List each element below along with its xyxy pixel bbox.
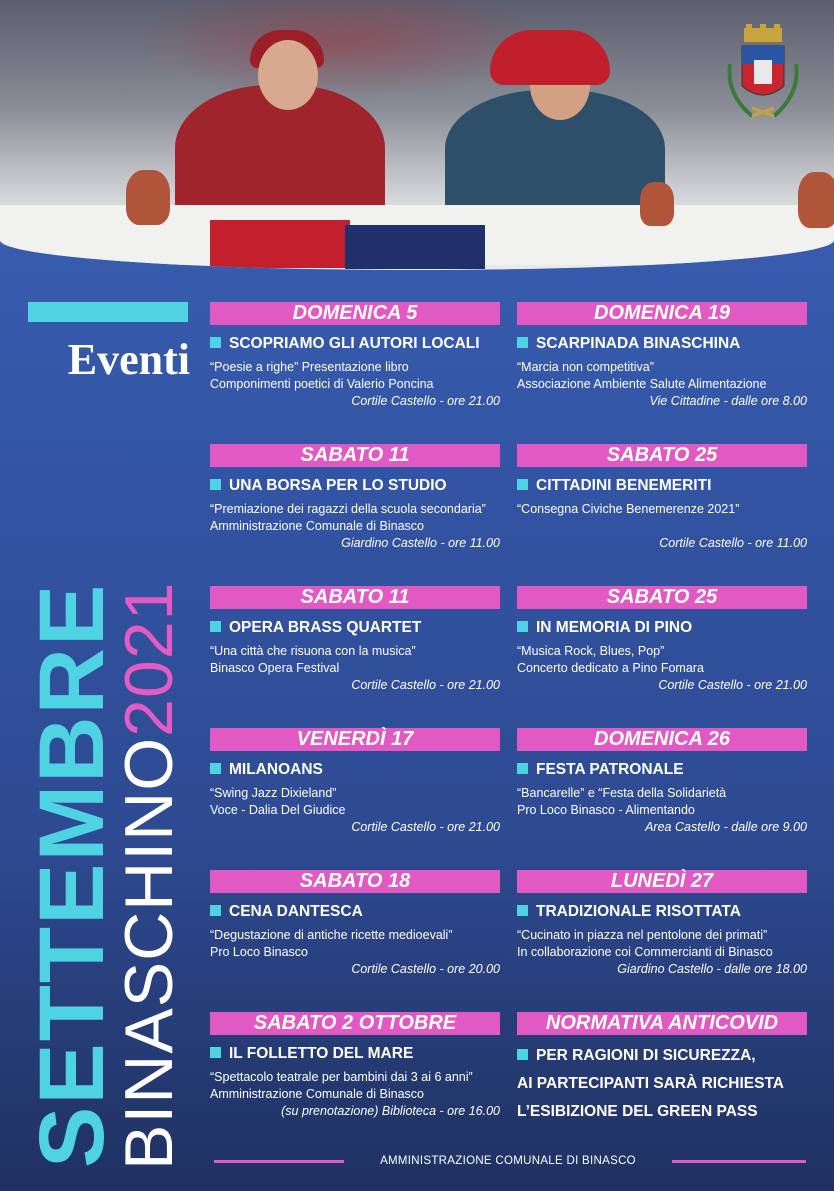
covid-line: L’ESIBIZIONE DEL GREEN PASS <box>517 1103 758 1120</box>
event-title <box>210 1045 500 1063</box>
event-place: Cortile Castello - ore 21.00 <box>351 820 500 834</box>
binaschino-title <box>111 581 187 1170</box>
event-place: Cortile Castello - ore 20.00 <box>351 962 500 976</box>
event-title-text: IL FOLLETTO DEL MARE <box>229 1045 414 1062</box>
event-card <box>210 444 500 552</box>
jug-icon <box>126 170 170 225</box>
bullet-square-icon <box>210 763 221 774</box>
event-line: Componimenti poetici di Valerio Poncina <box>210 377 434 391</box>
footer-divider <box>672 1160 806 1163</box>
event-line: “Spettacolo teatrale per bambini dai 3 ai 6 anni” <box>210 1070 473 1084</box>
event-title-text: TRADIZIONALE RISOTTATA <box>536 903 741 920</box>
event-line: Amministrazione Comunale di Binasco <box>210 519 424 533</box>
event-line: Pro Loco Binasco <box>210 945 308 959</box>
event-line <box>517 518 807 535</box>
bullet-square-icon <box>210 621 221 632</box>
event-title <box>517 619 807 637</box>
event-date: SABATO 11 <box>210 444 500 467</box>
event-title <box>517 335 807 353</box>
title-bar-top <box>28 302 188 322</box>
binaschino-word: BINASCHINO <box>111 736 187 1170</box>
covid-line <box>517 1043 807 1069</box>
event-place: Cortile Castello - ore 21.00 <box>658 678 807 692</box>
footer-divider <box>214 1160 344 1163</box>
settembre-title: SETTEMBRE <box>21 582 123 1168</box>
event-card <box>210 728 500 836</box>
event-line: Associazione Ambiente Salute Alimentazione <box>517 377 767 391</box>
bullet-square-icon <box>517 1049 528 1060</box>
event-place: (su prenotazione) Biblioteca - ore 16.00 <box>281 1104 500 1118</box>
event-card <box>517 444 807 552</box>
event-card <box>210 870 500 978</box>
event-title <box>210 335 500 353</box>
event-place: Giardino Castello - dalle ore 18.00 <box>617 962 807 976</box>
event-card <box>517 870 807 978</box>
event-line: Amministrazione Comunale di Binasco <box>210 1087 424 1101</box>
event-date: DOMENICA 19 <box>517 302 807 325</box>
event-line: Pro Loco Binasco - Alimentando <box>517 803 695 817</box>
event-line: “Marcia non competitiva” <box>517 360 654 374</box>
event-date: DOMENICA 5 <box>210 302 500 325</box>
event-line: “Bancarelle” e “Festa della Solidarietà <box>517 786 727 800</box>
event-line: In collaborazione coi Commercianti di Binasco <box>517 945 773 959</box>
event-date: SABATO 11 <box>210 586 500 609</box>
event-line: “Premiazione dei ragazzi della scuola secondaria” <box>210 502 486 516</box>
covid-header: NORMATIVA ANTICOVID <box>517 1012 807 1035</box>
event-date: LUNEDÌ 27 <box>517 870 807 893</box>
eventi-title: Eventi <box>67 335 190 384</box>
event-place: Giardino Castello - ore 11.00 <box>341 536 500 550</box>
event-line: “Una città che risuona con la musica” <box>210 644 416 658</box>
event-place: Area Castello - dalle ore 9.00 <box>645 820 807 834</box>
event-title <box>210 477 500 495</box>
event-title <box>210 619 500 637</box>
covid-notice <box>517 1012 807 1125</box>
event-line: Concerto dedicato a Pino Fomara <box>517 661 704 675</box>
bullet-square-icon <box>517 763 528 774</box>
event-card <box>517 728 807 836</box>
event-card <box>210 302 500 410</box>
binasco-crest-icon <box>722 24 804 124</box>
event-title-text: IN MEMORIA DI PINO <box>536 619 693 636</box>
event-title-text: OPERA BRASS QUARTET <box>229 619 422 636</box>
event-title <box>517 761 807 779</box>
event-line: “Musica Rock, Blues, Pop” <box>517 644 665 658</box>
event-date: SABATO 2 OTTOBRE <box>210 1012 500 1035</box>
event-title <box>210 903 500 921</box>
event-title-text: MILANOANS <box>229 761 323 778</box>
event-place: Cortile Castello - ore 11.00 <box>659 536 807 550</box>
bullet-square-icon <box>517 905 528 916</box>
event-title-text: FESTA PATRONALE <box>536 761 684 778</box>
event-date: DOMENICA 26 <box>517 728 807 751</box>
event-line: “Consegna Civiche Benemerenze 2021” <box>517 502 740 516</box>
event-line: Voce - Dalia Del Giudice <box>210 803 346 817</box>
bullet-square-icon <box>210 479 221 490</box>
event-title-text: UNA BORSA PER LO STUDIO <box>229 477 447 494</box>
event-line: “Poesie a righe” Presentazione libro <box>210 360 409 374</box>
event-card <box>517 586 807 694</box>
event-line: Binasco Opera Festival <box>210 661 340 675</box>
jug-icon <box>798 172 834 228</box>
event-line: “Cucinato in piazza nel pentolone dei primati” <box>517 928 768 942</box>
event-title-text: CENA DANTESCA <box>229 903 363 920</box>
bullet-square-icon <box>517 621 528 632</box>
covid-line-text: PER RAGIONI DI SICUREZZA, <box>536 1047 756 1064</box>
event-title <box>517 903 807 921</box>
bullet-square-icon <box>210 905 221 916</box>
bullet-square-icon <box>210 337 221 348</box>
bullet-square-icon <box>517 479 528 490</box>
footer-text: AMMINISTRAZIONE COMUNALE DI BINASCO <box>380 1155 636 1167</box>
bullet-square-icon <box>210 1047 221 1058</box>
event-title-text: SCOPRIAMO GLI AUTORI LOCALI <box>229 335 480 352</box>
woman-head <box>258 40 318 110</box>
red-cloth <box>210 220 350 268</box>
event-card <box>210 1012 500 1120</box>
jug-icon <box>640 182 674 226</box>
year-label: 2021 <box>111 581 187 737</box>
photo-glow <box>130 0 550 100</box>
event-place: Cortile Castello - ore 21.00 <box>351 394 500 408</box>
event-line: “Degustazione di antiche ricette medioevali” <box>210 928 453 942</box>
event-date: SABATO 25 <box>517 586 807 609</box>
event-date: SABATO 18 <box>210 870 500 893</box>
event-place: Vie Cittadine - dalle ore 8.00 <box>649 394 807 408</box>
event-card <box>210 586 500 694</box>
event-date: VENERDÌ 17 <box>210 728 500 751</box>
event-title-text: CITTADINI BENEMERITI <box>536 477 712 494</box>
event-title <box>517 477 807 495</box>
bullet-square-icon <box>517 337 528 348</box>
banquet-photo <box>0 0 834 270</box>
event-card <box>517 302 807 410</box>
event-title <box>210 761 500 779</box>
event-line: “Swing Jazz Dixieland” <box>210 786 337 800</box>
blue-cloth <box>345 225 485 269</box>
covid-line: AI PARTECIPANTI SARÀ RICHIESTA <box>517 1075 784 1092</box>
event-date: SABATO 25 <box>517 444 807 467</box>
event-place: Cortile Castello - ore 21.00 <box>351 678 500 692</box>
event-title-text: SCARPINADA BINASCHINA <box>536 335 741 352</box>
man-hat <box>490 30 610 85</box>
